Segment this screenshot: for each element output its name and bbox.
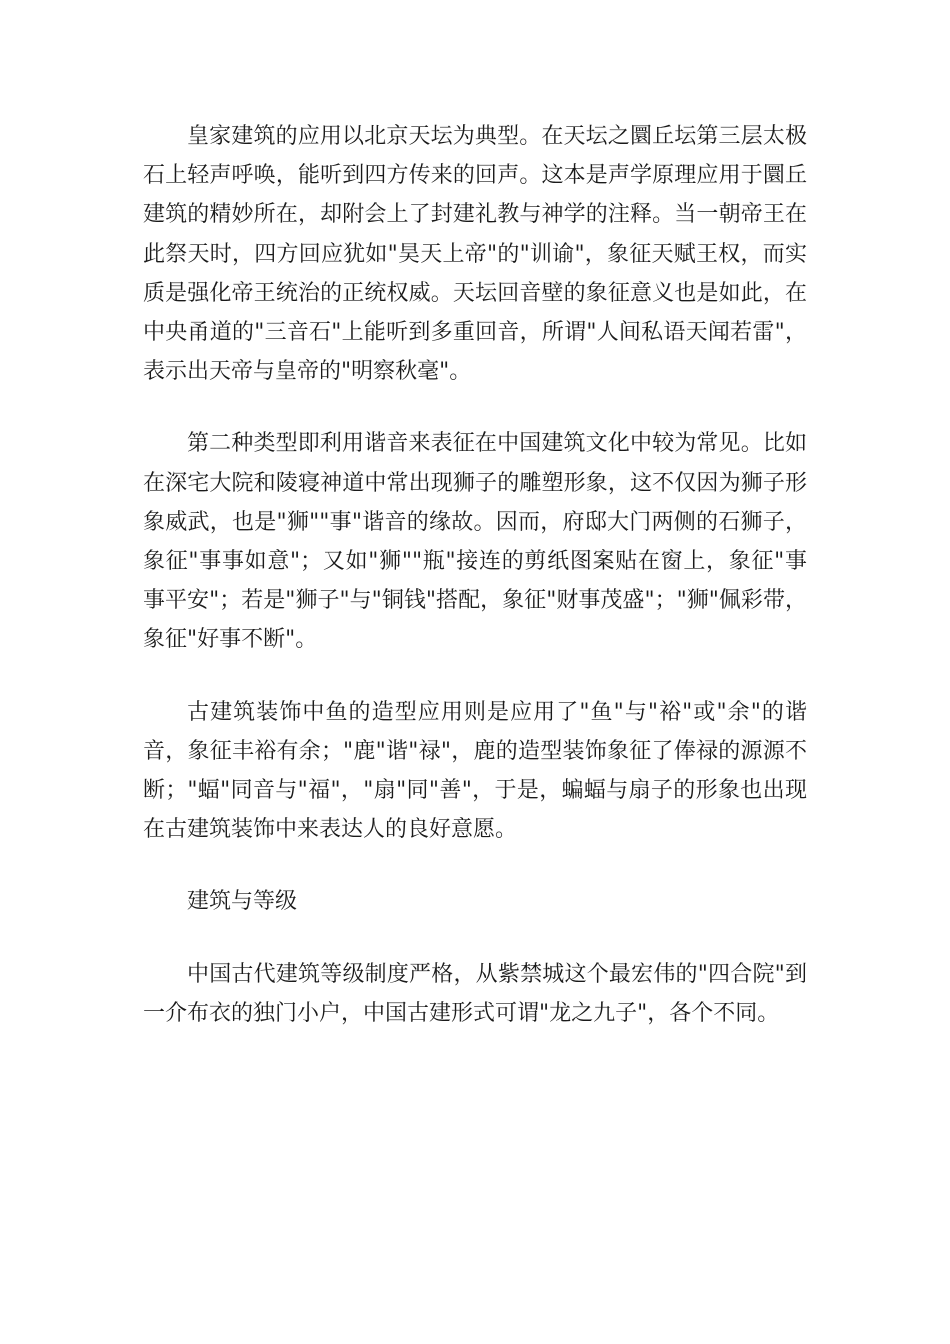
- paragraph-homophones-fish: 古建筑装饰中鱼的造型应用则是应用了"鱼"与"裕"或"余"的谐音，象征丰裕有余；"鹿"谐"禄"，鹿的造型装饰象征了俸禄的源源不断；"蝠"同音与"福"，"扇"同"善"，于是，蝙蝠与扇子的形象也出现在古建筑装饰中来表达人的良好意愿。: [143, 699, 807, 843]
- section-heading: 建筑与等级: [187, 889, 298, 915]
- document-page: [143, 117, 807, 1066]
- paragraph-hierarchy: 中国古代建筑等级制度严格，从紫禁城这个最宏伟的"四合院"到一介布衣的独门小户，中国古建形式可谓"龙之九子"，各个不同。: [143, 961, 807, 1026]
- paragraph-homophones-lion: 第二种类型即利用谐音来表征在中国建筑文化中较为常见。比如在深宅大院和陵寝神道中常出现狮子的雕塑形象，这不仅因为狮子形象威武，也是"狮""事"谐音的缘故。因而，府邸大门两侧的石狮子，象征"事事如意"；又如"狮""瓶"接连的剪纸图案贴在窗上，象征"事事平安"；若是"狮子"与"铜钱"搭配，象征"财事茂盛"；"狮"佩彩带，象征"好事不断"。: [143, 431, 807, 653]
- paragraph-temple-of-heaven: 皇家建筑的应用以北京天坛为典型。在天坛之圜丘坛第三层太极石上轻声呼唤，能听到四方传来的回声。这本是声学原理应用于圜丘建筑的精妙所在，却附会上了封建礼教与神学的注释。当一朝帝王在此祭天时，四方回应犹如"昊天上帝"的"训谕"，象征天赋王权，而实质是强化帝王统治的正统权威。天坛回音壁的象征意义也是如此，在中央甬道的"三音石"上能听到多重回音，所谓"人间私语天闻若雷"，表示出天帝与皇帝的"明察秋毫"。: [143, 124, 807, 385]
